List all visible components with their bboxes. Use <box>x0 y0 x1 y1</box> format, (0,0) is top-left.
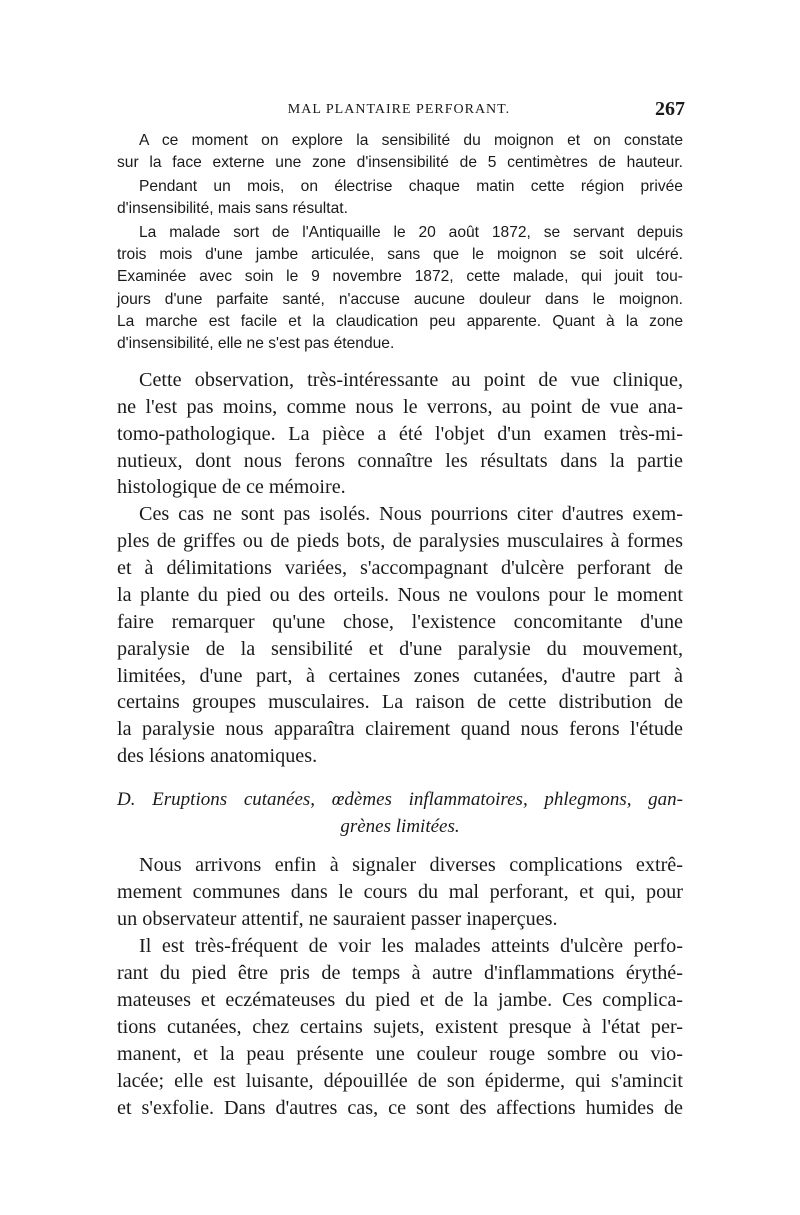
running-head: MAL PLANTAIRE PERFORANT. <box>287 102 511 117</box>
page-header <box>113 98 685 124</box>
body-line: la plante du pied ou des orteils. Nous ne voulons pour le moment <box>117 584 683 606</box>
body-line: Il est très-fréquent de voir les malades atteints d'ulcère perfo- <box>139 935 683 957</box>
observation-line: sur la face externe une zone d'insensibilité de 5 centimètres de hauteur. <box>117 154 683 171</box>
body-line: la paralysie nous apparaîtra clairement quand nous ferons l'étude <box>117 718 683 740</box>
observation-line: Pendant un mois, on électrise chaque matin cette région privée <box>139 178 683 195</box>
body-line: limitées, d'une part, à certaines zones cutanées, d'autre part à <box>117 665 683 687</box>
body-line: mement communes dans le cours du mal perforant, et qui, pour <box>117 881 683 903</box>
section-heading-continued: grènes limitées. <box>340 816 460 837</box>
body-line: nutieux, dont nous ferons connaître les résultats dans la partie <box>117 450 683 472</box>
body-line: et à délimitations variées, s'accompagnant d'ulcère perforant de <box>117 557 683 579</box>
observation-line: La malade sort de l'Antiquaille le 20 août 1872, se servant depuis <box>139 224 683 241</box>
body-line: paralysie de la sensibilité et d'une paralysie du mouvement, <box>117 638 683 660</box>
observation-line: Examinée avec soin le 9 novembre 1872, cette malade, qui jouit tou- <box>117 268 683 285</box>
body-line: mateuses et eczémateuses du pied et de la jambe. Ces complica- <box>117 989 683 1011</box>
section-heading: D. Eruptions cutanées, œdèmes inflammatoires, phlegmons, gan- <box>117 789 683 810</box>
body-line: faire remarquer qu'une chose, l'existence concomitante d'une <box>117 611 683 633</box>
body-line: Ces cas ne sont pas isolés. Nous pourrions citer d'autres exem- <box>139 503 683 525</box>
observation-line: jours d'une parfaite santé, n'accuse aucune douleur dans le moignon. <box>117 291 683 308</box>
observation-line: A ce moment on explore la sensibilité du moignon et on constate <box>139 132 683 149</box>
body-line: Nous arrivons enfin à signaler diverses complications extrê- <box>139 854 683 876</box>
observation-line: La marche est facile et la claudication peu apparente. Quant à la zone <box>117 313 683 330</box>
body-line: ne l'est pas moins, comme nous le verrons, au point de vue ana- <box>117 396 683 418</box>
body-line: rant du pied être pris de temps à autre d'inflammations érythé- <box>117 962 683 984</box>
body-line: Cette observation, très-intéressante au point de vue clinique, <box>139 369 683 391</box>
body-line: et s'exfolie. Dans d'autres cas, ce sont des affections humides de <box>117 1097 683 1119</box>
body-line: ples de griffes ou de pieds bots, de paralysies musculaires à formes <box>117 530 683 552</box>
observation-line: d'insensibilité, elle ne s'est pas étendue. <box>117 335 395 352</box>
observation-line: trois mois d'une jambe articulée, sans que le moignon se soit ulcéré. <box>117 246 683 263</box>
page-number: 267 <box>655 98 685 120</box>
observation-line: d'insensibilité, mais sans résultat. <box>117 200 348 217</box>
body-line: tomo-pathologique. La pièce a été l'objet d'un examen très-mi- <box>117 423 683 445</box>
body-line: certains groupes musculaires. La raison de cette distribution de <box>117 691 683 713</box>
body-line: manent, et la peau présente une couleur rouge sombre ou vio- <box>117 1043 683 1065</box>
body-line: lacée; elle est luisante, dépouillée de son épiderme, qui s'amincit <box>117 1070 683 1092</box>
body-line: un observateur attentif, ne sauraient passer inaperçues. <box>117 908 558 930</box>
body-line: histologique de ce mémoire. <box>117 476 346 498</box>
body-line: des lésions anatomiques. <box>117 745 318 767</box>
body-line: tions cutanées, chez certains sujets, existent presque à l'état per- <box>117 1016 683 1038</box>
